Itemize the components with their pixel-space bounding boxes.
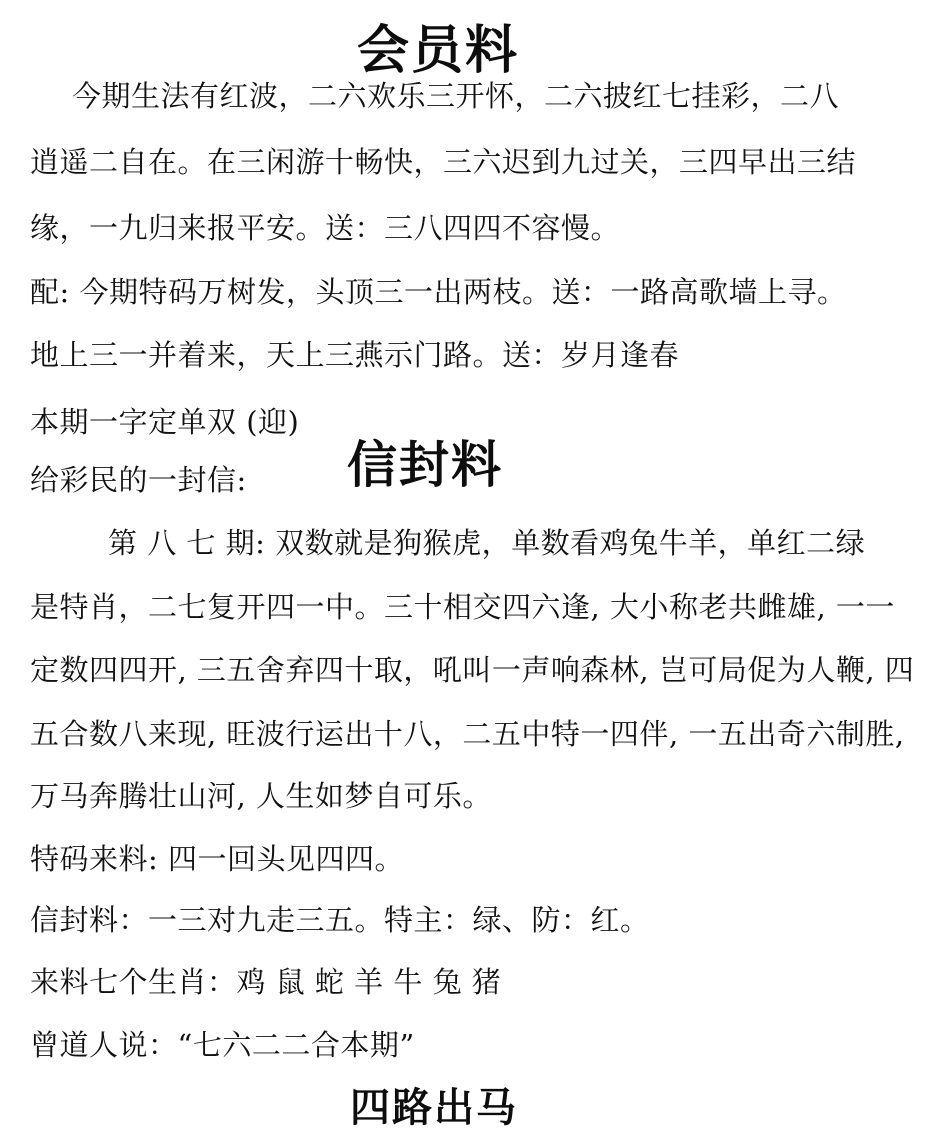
member-line-4: 配: 今期特码万树发，头顶三一出两枝。送：一路高歌墙上寻。 [30, 275, 847, 309]
single-double-line: 本期一字定单双 (迎) [30, 405, 300, 439]
quote-line: 曾道人说：“七六二二合本期” [30, 1028, 415, 1062]
title-letter: 信封料 [347, 436, 503, 494]
member-line-5: 地上三一并着来，天上三燕示门路。送：岁月逢春 [30, 338, 680, 372]
letter-line-3: 定数四四开, 三五舍弃四十取，吼叫一声响森林, 岂可局促为人鞭, 四 [30, 653, 915, 687]
letter-line-1: 第 八 七 期: 双数就是狗猴虎，单数看鸡兔牛羊，单红二绿 [108, 526, 866, 560]
letter-material-line: 信封料：一三对九走三五。特主：绿、防：红。 [30, 903, 650, 937]
title-member: 会员料 [357, 21, 520, 81]
zodiac-line: 来料七个生肖：鸡 鼠 蛇 羊 牛 兔 猪 [30, 965, 502, 999]
letter-line-2: 是特肖，二七复开四一中。三十相交四六逢, 大小称老共雌雄, 一一 [30, 590, 895, 624]
letter-greeting: 给彩民的一封信: [30, 463, 247, 497]
member-line-3: 缘，一九归来报平安。送：三八四四不容慢。 [30, 211, 621, 245]
special-code-line: 特码来料: 四一回头见四四。 [30, 842, 404, 876]
member-line-2: 逍遥二自在。在三闲游十畅快，三六迟到九过关，三四早出三结 [30, 145, 857, 179]
letter-line-5: 万马奔腾壮山河, 人生如梦自可乐。 [30, 779, 492, 813]
member-line-1: 今期生法有红波，二六欢乐三开怀，二六披红七挂彩，二八 [72, 79, 840, 113]
title-four-roads: 四路出马 [350, 1085, 518, 1131]
letter-line-4: 五合数八来现, 旺波行运出十八，二五中特一四伴, 一五出奇六制胜, [30, 717, 905, 751]
